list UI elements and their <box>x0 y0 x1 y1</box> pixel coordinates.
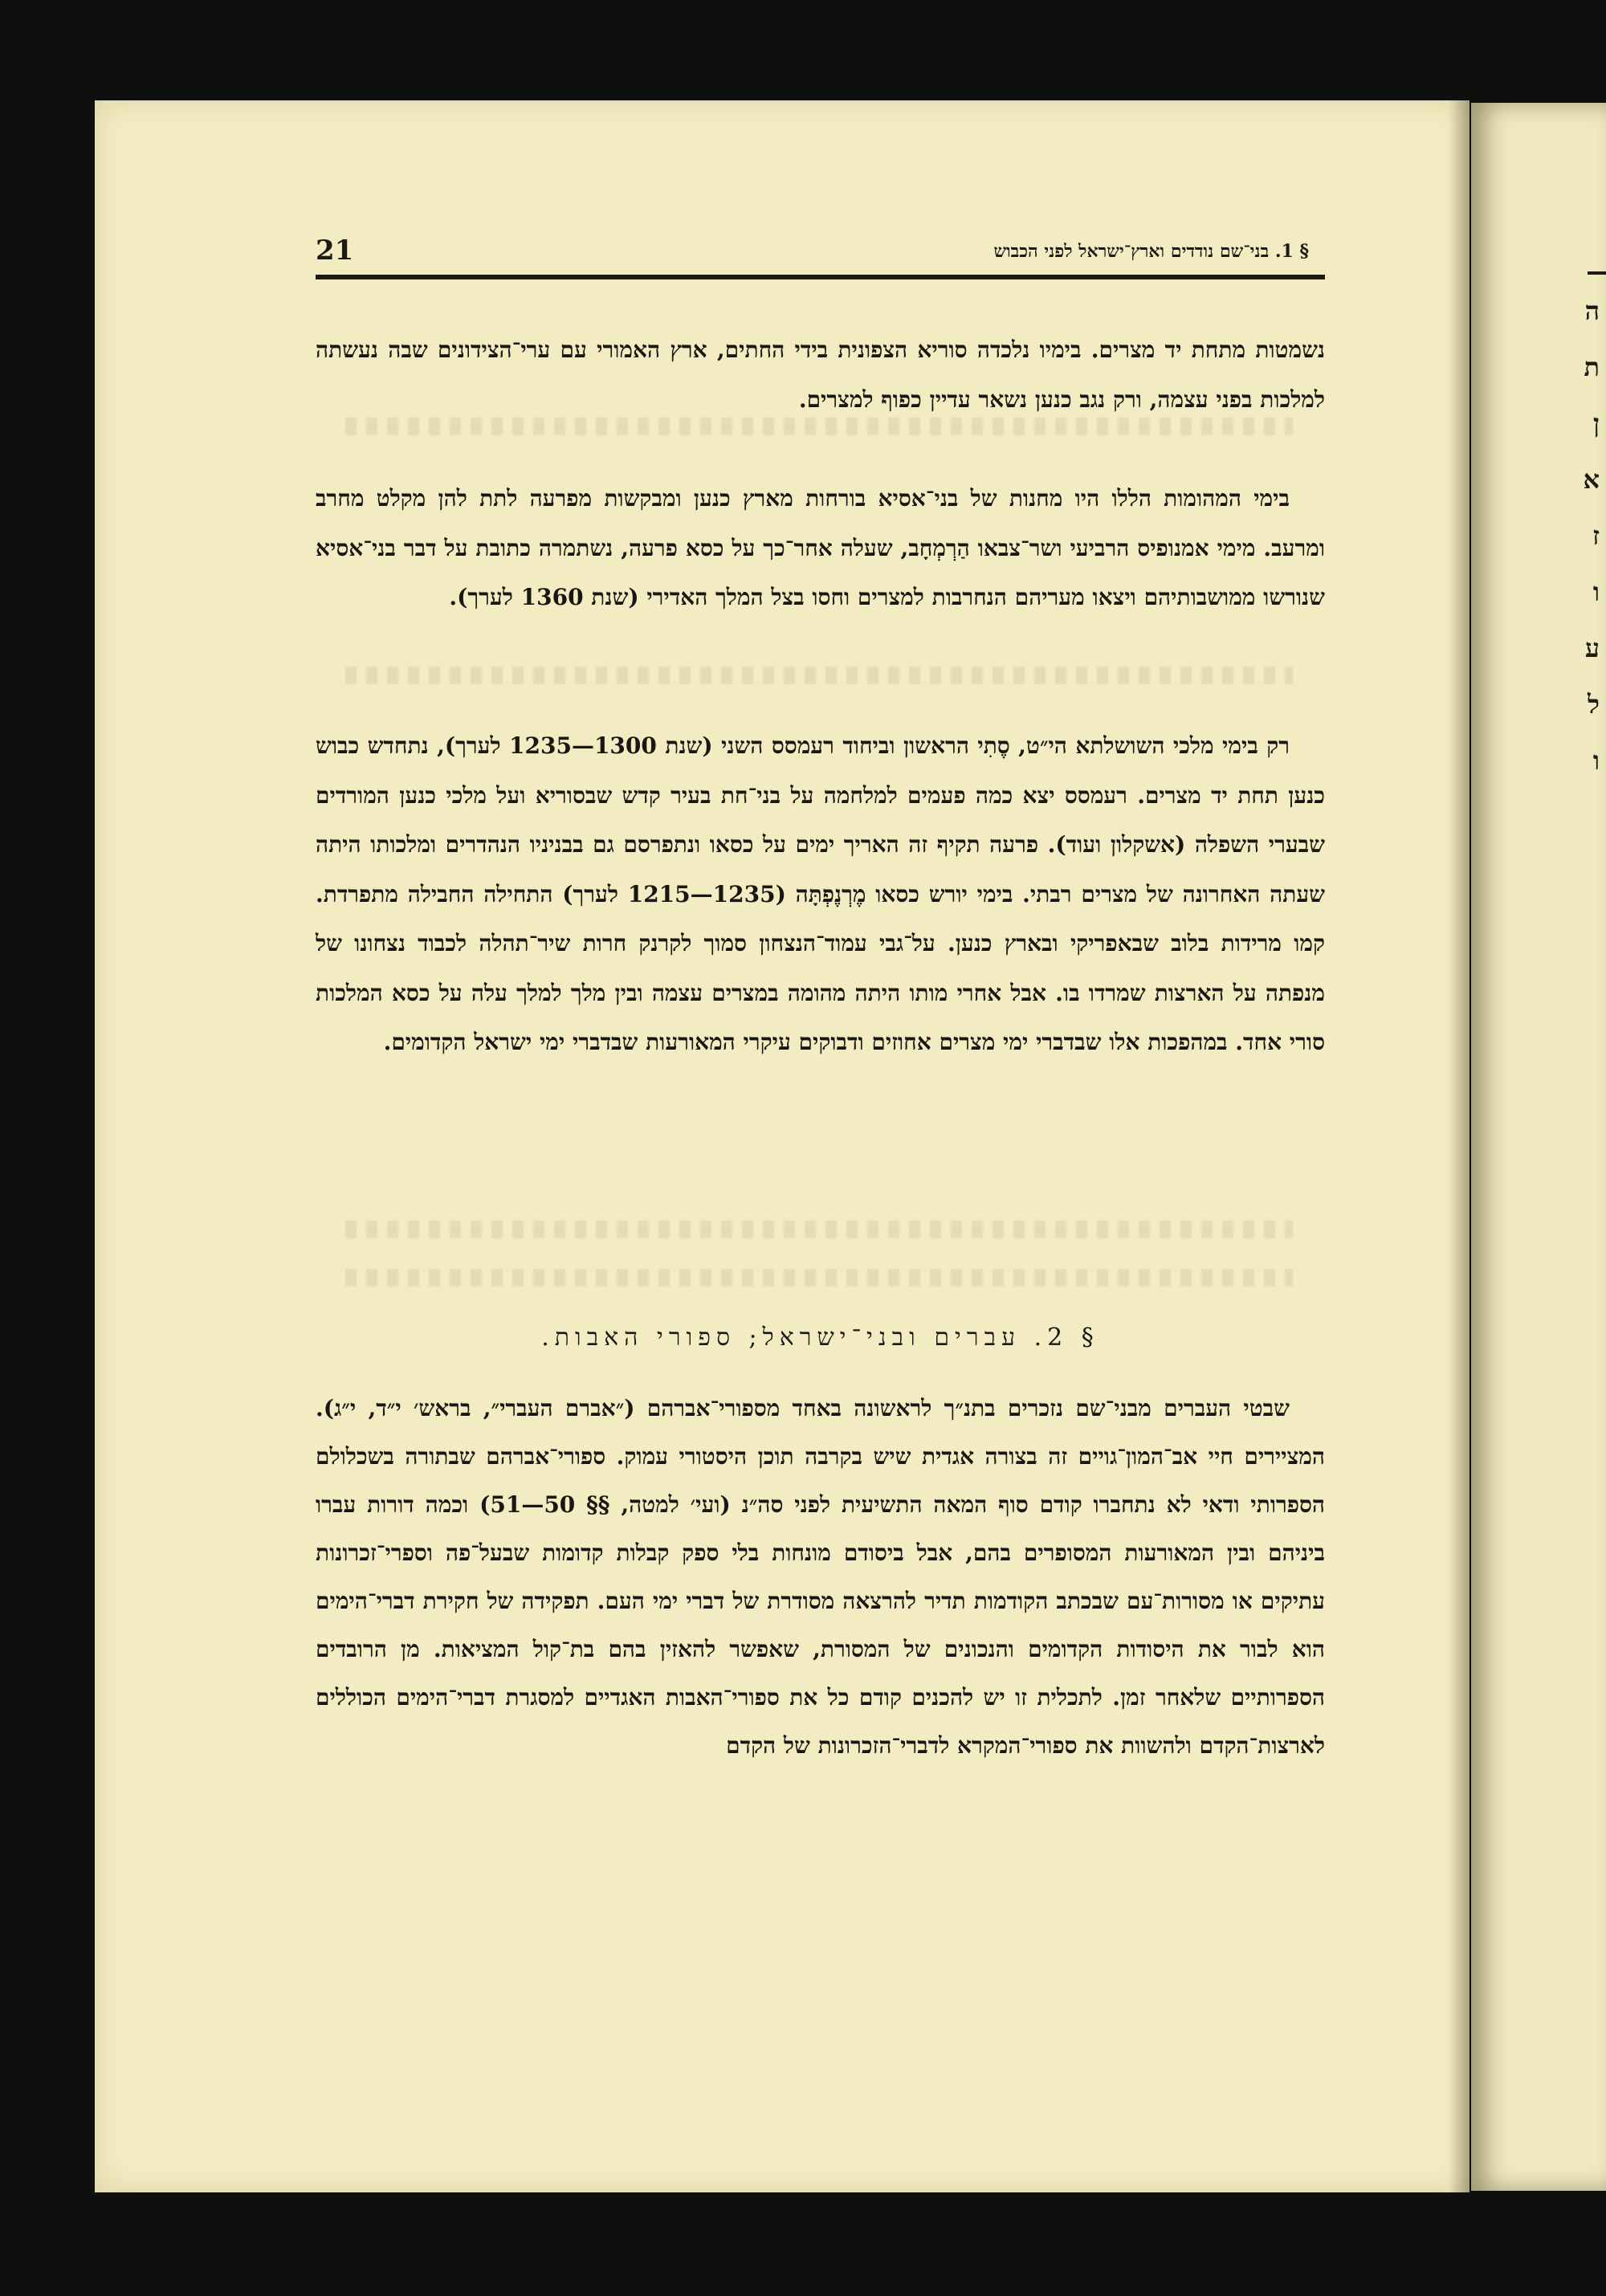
show-through-text <box>345 1269 1293 1287</box>
running-head: § 1. בני־שם נודדים וארץ־ישראל לפני הכבוש <box>993 241 1309 262</box>
facing-letter: ה <box>1584 296 1600 326</box>
facing-letter: ת <box>1584 352 1600 382</box>
facing-header-rule <box>1588 271 1606 275</box>
page-header <box>316 233 1325 273</box>
facing-letter: ל <box>1588 689 1600 720</box>
section-heading: § 2. עברים ובני־ישראל; ספורי האבות. <box>541 1323 1099 1352</box>
facing-letter: ן <box>1592 408 1600 438</box>
facing-letter: ז <box>1592 520 1600 551</box>
facing-page-edge <box>1471 103 1606 2191</box>
header-rule <box>316 275 1325 279</box>
paragraph: נשמטות מתחת יד מצרים. בימיו נלכדה סוריא הצפונית בידי החתים, ארץ האמורי עם ערי־הצידונים שבה נעשתה למלכות בפני עצמה, ורק נגב כנען נשאר עדיין כפוף למצרים. <box>316 336 1325 413</box>
facing-letter: ו <box>1592 577 1600 607</box>
facing-letter: ו <box>1592 745 1600 776</box>
facing-letter: א <box>1583 464 1600 495</box>
page-gutter-shadow <box>1449 100 1469 2192</box>
paragraph: רק בימי מלכי השושלתא הי״ט, סֶתִי הראשון וביחוד רעמסס השני (שנת 1300—1235 לערך), נתחדש כבוש כנען תחת יד מצרים. רעמסס יצא כמה פעמים למלחמה על בני־חת בעיר קדש שבסוריא ועל מלכי כנען המורדים שבערי השפלה (אשקלון ועוד). פרעה תקיף זה האריך ימים על כסאו ונתפרסם גם בבניניו הנהדרים ומלכותו היתה שעתה האחרונה של מצרים רבתי. בימי יורש כסאו מֶרְנֶפְתָּה (1235—1215 לערך) התחילה החבילה מתפרדת. קמו מרידות בלוב שבאפריקי ובארץ כנען. על־גבי עמוד־הנצחון סמוך לקרנק חרות שיר־תהלה לכבוד נצחונו של מנפתה על הארצות שמרדו בו. אבל אחרי מותו היתה מהומה במצרים עצמה ובין מלך למלך עלה על כסא המלכות סורי אחד. במהפכות אלו שבדברי ימי מצרים אחוזים ודבוקים עיקרי המאורעות שבדברי ימי ישראל הקדומים. <box>316 732 1325 1055</box>
show-through-text <box>345 667 1293 684</box>
section-paragraph: שבטי העברים מבני־שם נזכרים בתנ״ך לראשונה באחד מספורי־אברהם (״אברם העברי״, בראש׳ י״ד, י״ג). המציירים חיי אב־המון־גויים זה בצורה אגדית שיש בקרבה תוכן היסטורי עמוק. ספורי־אברהם שבתורה בשכלולם הספרותי ודאי לא נתחברו קודם סוף המאה התשיעית לפני סה״נ (ועי׳ למטה, §§ 50—51) וכמה דורות עברו ביניהם ובין המאורעות המסופרים בהם, אבל ביסודם מונחות בלי ספק קבלות קדומות שבעל־פה וספרי־זכרונות עתיקים או מסורות־עם שבכתב הקודמות תדיר להרצאה מסודרת של דברי ימי העם. תפקידה של חקירת דברי־הימים הוא לבור את היסודות הקדומים והנכונים של המסורת, שאפשר להאזין בהם בת־קול המציאות. מן הרובדים הספרותיים שלאחר זמן. לתכלית זו יש להכנים קודם כל את ספורי־האבות האגדיים למסגרת דברי־הימים הכוללים לארצות־הקדם ולהשוות את ספורי־המקרא לדברי־הזכרונות של הקדם <box>316 1395 1325 1759</box>
show-through-text <box>345 1221 1293 1238</box>
facing-letter: ע <box>1584 633 1600 663</box>
page-number: 21 <box>316 234 354 267</box>
paragraph: בימי המהומות הללו היו מחנות של בני־אסיא בורחות מארץ כנען ומבקשות מפרעה לתת להן מקלט מחרב ומרעב. מימי אמנופיס הרביעי ושר־צבאו הַרְמְחָב, שעלה אחר־כך על כסא פרעה, נשתמרה כתובת על דבר בני־אסיא שנורשו ממושבותיהם ויצאו מעריהם הנחרבות למצרים וחסו בצל המלך האדירי (שנת 1360 לערך). <box>316 485 1325 610</box>
